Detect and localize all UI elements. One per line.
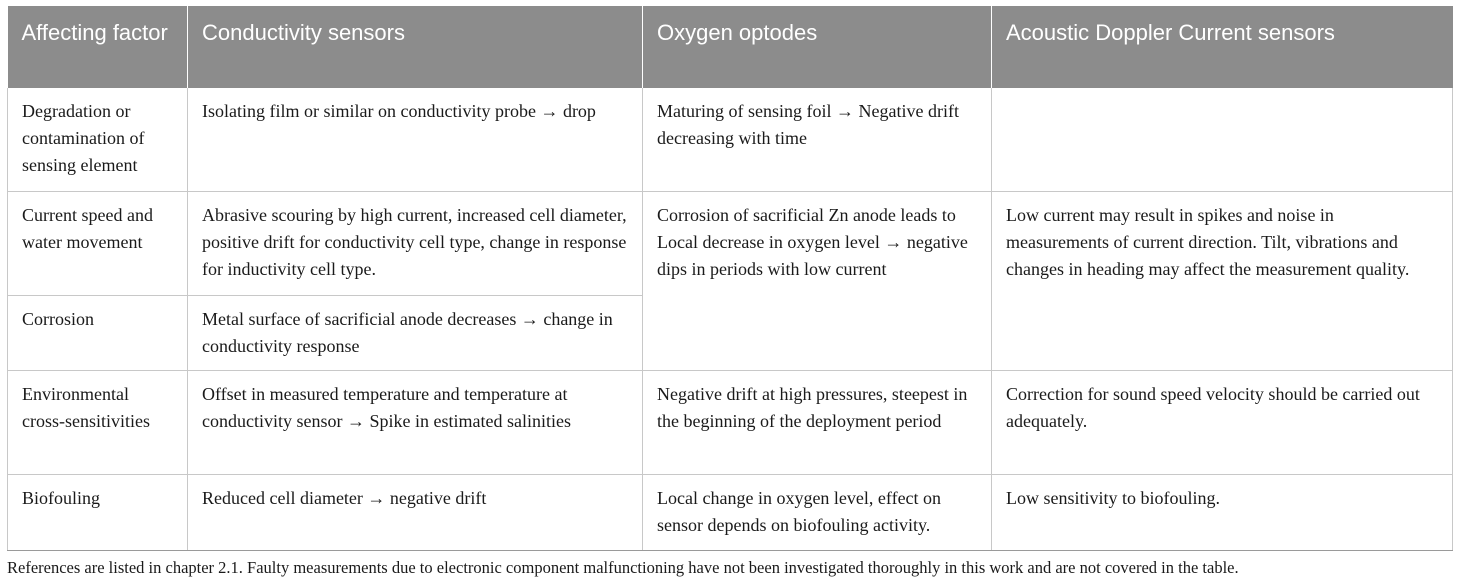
- table-body: [8, 88, 1453, 550]
- doppler-cell: [992, 88, 1453, 191]
- oxygen-cell: Negative drift at high pressures, steepest in the beginning of the deployment period: [643, 370, 992, 474]
- header-acoustic-doppler: Acoustic Doppler Current sensors: [992, 6, 1453, 88]
- conductivity-cell: Metal surface of sacrificial anode decreases → change in conductivity response: [188, 295, 643, 370]
- sensor-factors-table: [7, 6, 1453, 551]
- oxygen-cell: Corrosion of sacrificial Zn anode leads to Local decrease in oxygen level → negative dips in periods with low current: [643, 191, 992, 370]
- header-affecting-factor: Affecting factor: [8, 6, 188, 88]
- factor-cell: Degradation or contamination of sensing element: [8, 88, 188, 191]
- oxygen-cell: Maturing of sensing foil → Negative drift decreasing with time: [643, 88, 992, 191]
- factor-cell: Biofouling: [8, 474, 188, 550]
- table-footnote: References are listed in chapter 2.1. Faulty measurements due to electronic component malfunctioning have not been investigated thoroughly in this work and are not covered in the table.: [7, 558, 1239, 577]
- oxygen-cell: Local change in oxygen level, effect on sensor depends on biofouling activity.: [643, 474, 992, 550]
- table-row: [8, 474, 1453, 550]
- header-row: [8, 6, 1453, 88]
- conductivity-cell: Isolating film or similar on conductivity probe → drop: [188, 88, 643, 191]
- table-row: [8, 191, 1453, 295]
- conductivity-cell: Reduced cell diameter → negative drift: [188, 474, 643, 550]
- table-row: [8, 370, 1453, 474]
- factor-cell: Current speed and water movement: [8, 191, 188, 295]
- factor-cell: Environmental cross-sensitivities: [8, 370, 188, 474]
- conductivity-cell: Abrasive scouring by high current, increased cell diameter, positive drift for conductivity cell type, change in response for inductivity cell type.: [188, 191, 643, 295]
- conductivity-cell: Offset in measured temperature and temperature at conductivity sensor → Spike in estimated salinities: [188, 370, 643, 474]
- table-header: [8, 6, 1453, 88]
- table-row: [8, 88, 1453, 191]
- doppler-cell: Low current may result in spikes and noise in measurements of current direction. Tilt, vibrations and changes in heading may affect the measurement quality.: [992, 191, 1453, 370]
- header-oxygen-optodes: Oxygen optodes: [643, 6, 992, 88]
- doppler-cell: Correction for sound speed velocity should be carried out adequately.: [992, 370, 1453, 474]
- header-conductivity-sensors: Conductivity sensors: [188, 6, 643, 88]
- factor-cell: Corrosion: [8, 295, 188, 370]
- doppler-cell: Low sensitivity to biofouling.: [992, 474, 1453, 550]
